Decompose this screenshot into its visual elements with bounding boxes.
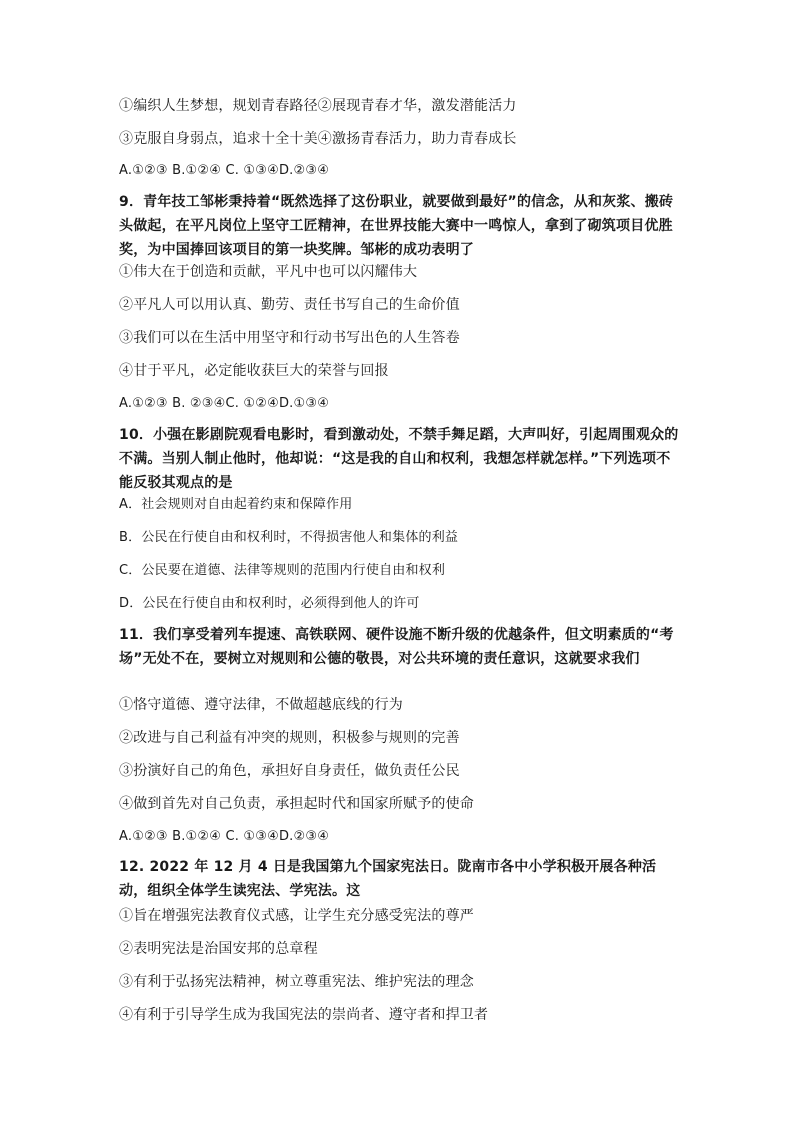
q12-statement-3: ③有利于弘扬宪法精神，树立尊重宪法、维护宪法的理念: [119, 974, 474, 990]
question-9: 9．青年技工邹彬秉持着“既然选择了这份职业，就要做到最好”的信念，从和灰浆、搬砖头做起，在平凡岗位上坚守工匠精神，在世界技能大赛中一鸣惊人，拿到了砌筑项目优胜奖，为中国捧回该项目的第一块奖牌。邹彬的成功表明了: [119, 194, 674, 258]
q11-statement-1: ①恪守道德、遵守法律，不做超越底线的行为: [119, 697, 403, 713]
question-11: 11．我们享受着列车提速、高铁联网、硬件设施不断升级的优越条件，但文明素质的“考场”无处不在，要树立对规则和公德的敬畏，对公共环境的责任意识，这就要求我们: [119, 627, 674, 667]
q12-statement-1: ①旨在增强宪法教育仪式感，让学生充分感受宪法的尊严: [119, 908, 474, 924]
q9-statement-2: ②平凡人可以用认真、勤劳、责任书写自己的生命价值: [119, 297, 460, 313]
q8-option-line-1: ①编织人生梦想，规划青春路径②展现青春才华，激发潜能活力: [119, 98, 517, 114]
q10-option-c: C．公民要在道德、法律等规则的范围内行使自由和权利: [119, 563, 446, 578]
q10-option-a: A．社会规则对自由起着约束和保障作用: [119, 497, 353, 512]
q10-option-b: B．公民在行使自由和权利时，不得损害他人和集体的利益: [119, 530, 459, 545]
q11-statement-3: ③扮演好自己的角色，承担好自身责任，做负责任公民: [119, 763, 460, 779]
q8-answer-choices: A.①②③ B.①②④ C. ①③④D.②③④: [119, 163, 330, 178]
q12-statement-4: ④有利于引导学生成为我国宪法的崇尚者、遵守者和捍卫者: [119, 1007, 489, 1023]
q9-answer-choices: A.①②③ B. ②③④C. ①②④D.①③④: [119, 396, 330, 411]
q9-statement-1: ①伟大在于创造和贡献，平凡中也可以闪耀伟大: [119, 264, 418, 280]
q12-statement-2: ②表明宪法是治国安邦的总章程: [119, 941, 318, 957]
q8-option-line-2: ③克服自身弱点，追求十全十美④激扬青春活力，助力青春成长: [119, 131, 517, 147]
q11-answer-choices: A.①②③ B.①②④ C. ①③④D.②③④: [119, 829, 330, 844]
q10-option-d: D．公民在行使自由和权利时，必须得到他人的许可: [119, 596, 420, 611]
question-10: 10．小强在影剧院观看电影时，看到激动处，不禁手舞足蹈，大声叫好，引起周围观众的不满。当别人制止他时，他却说：“这是我的自山和权利，我想怎样就怎样。”下列选项不能反驳其观点的是: [119, 427, 679, 491]
q9-statement-3: ③我们可以在生活中用坚守和行动书写出色的人生答卷: [119, 330, 460, 346]
question-12: 12. 2022 年 12 月 4 日是我国第九个国家宪法日。陇南市各中小学积极开展各种活动，组织全体学生读宪法、学宪法。这: [119, 859, 657, 899]
q11-statement-4: ④做到首先对自己负责，承担起时代和国家所赋予的使命: [119, 796, 474, 812]
q11-statement-2: ②改进与自己利益有冲突的规则，积极参与规则的完善: [119, 730, 460, 746]
q9-statement-4: ④甘于平凡，必定能收获巨大的荣誉与回报: [119, 363, 389, 379]
